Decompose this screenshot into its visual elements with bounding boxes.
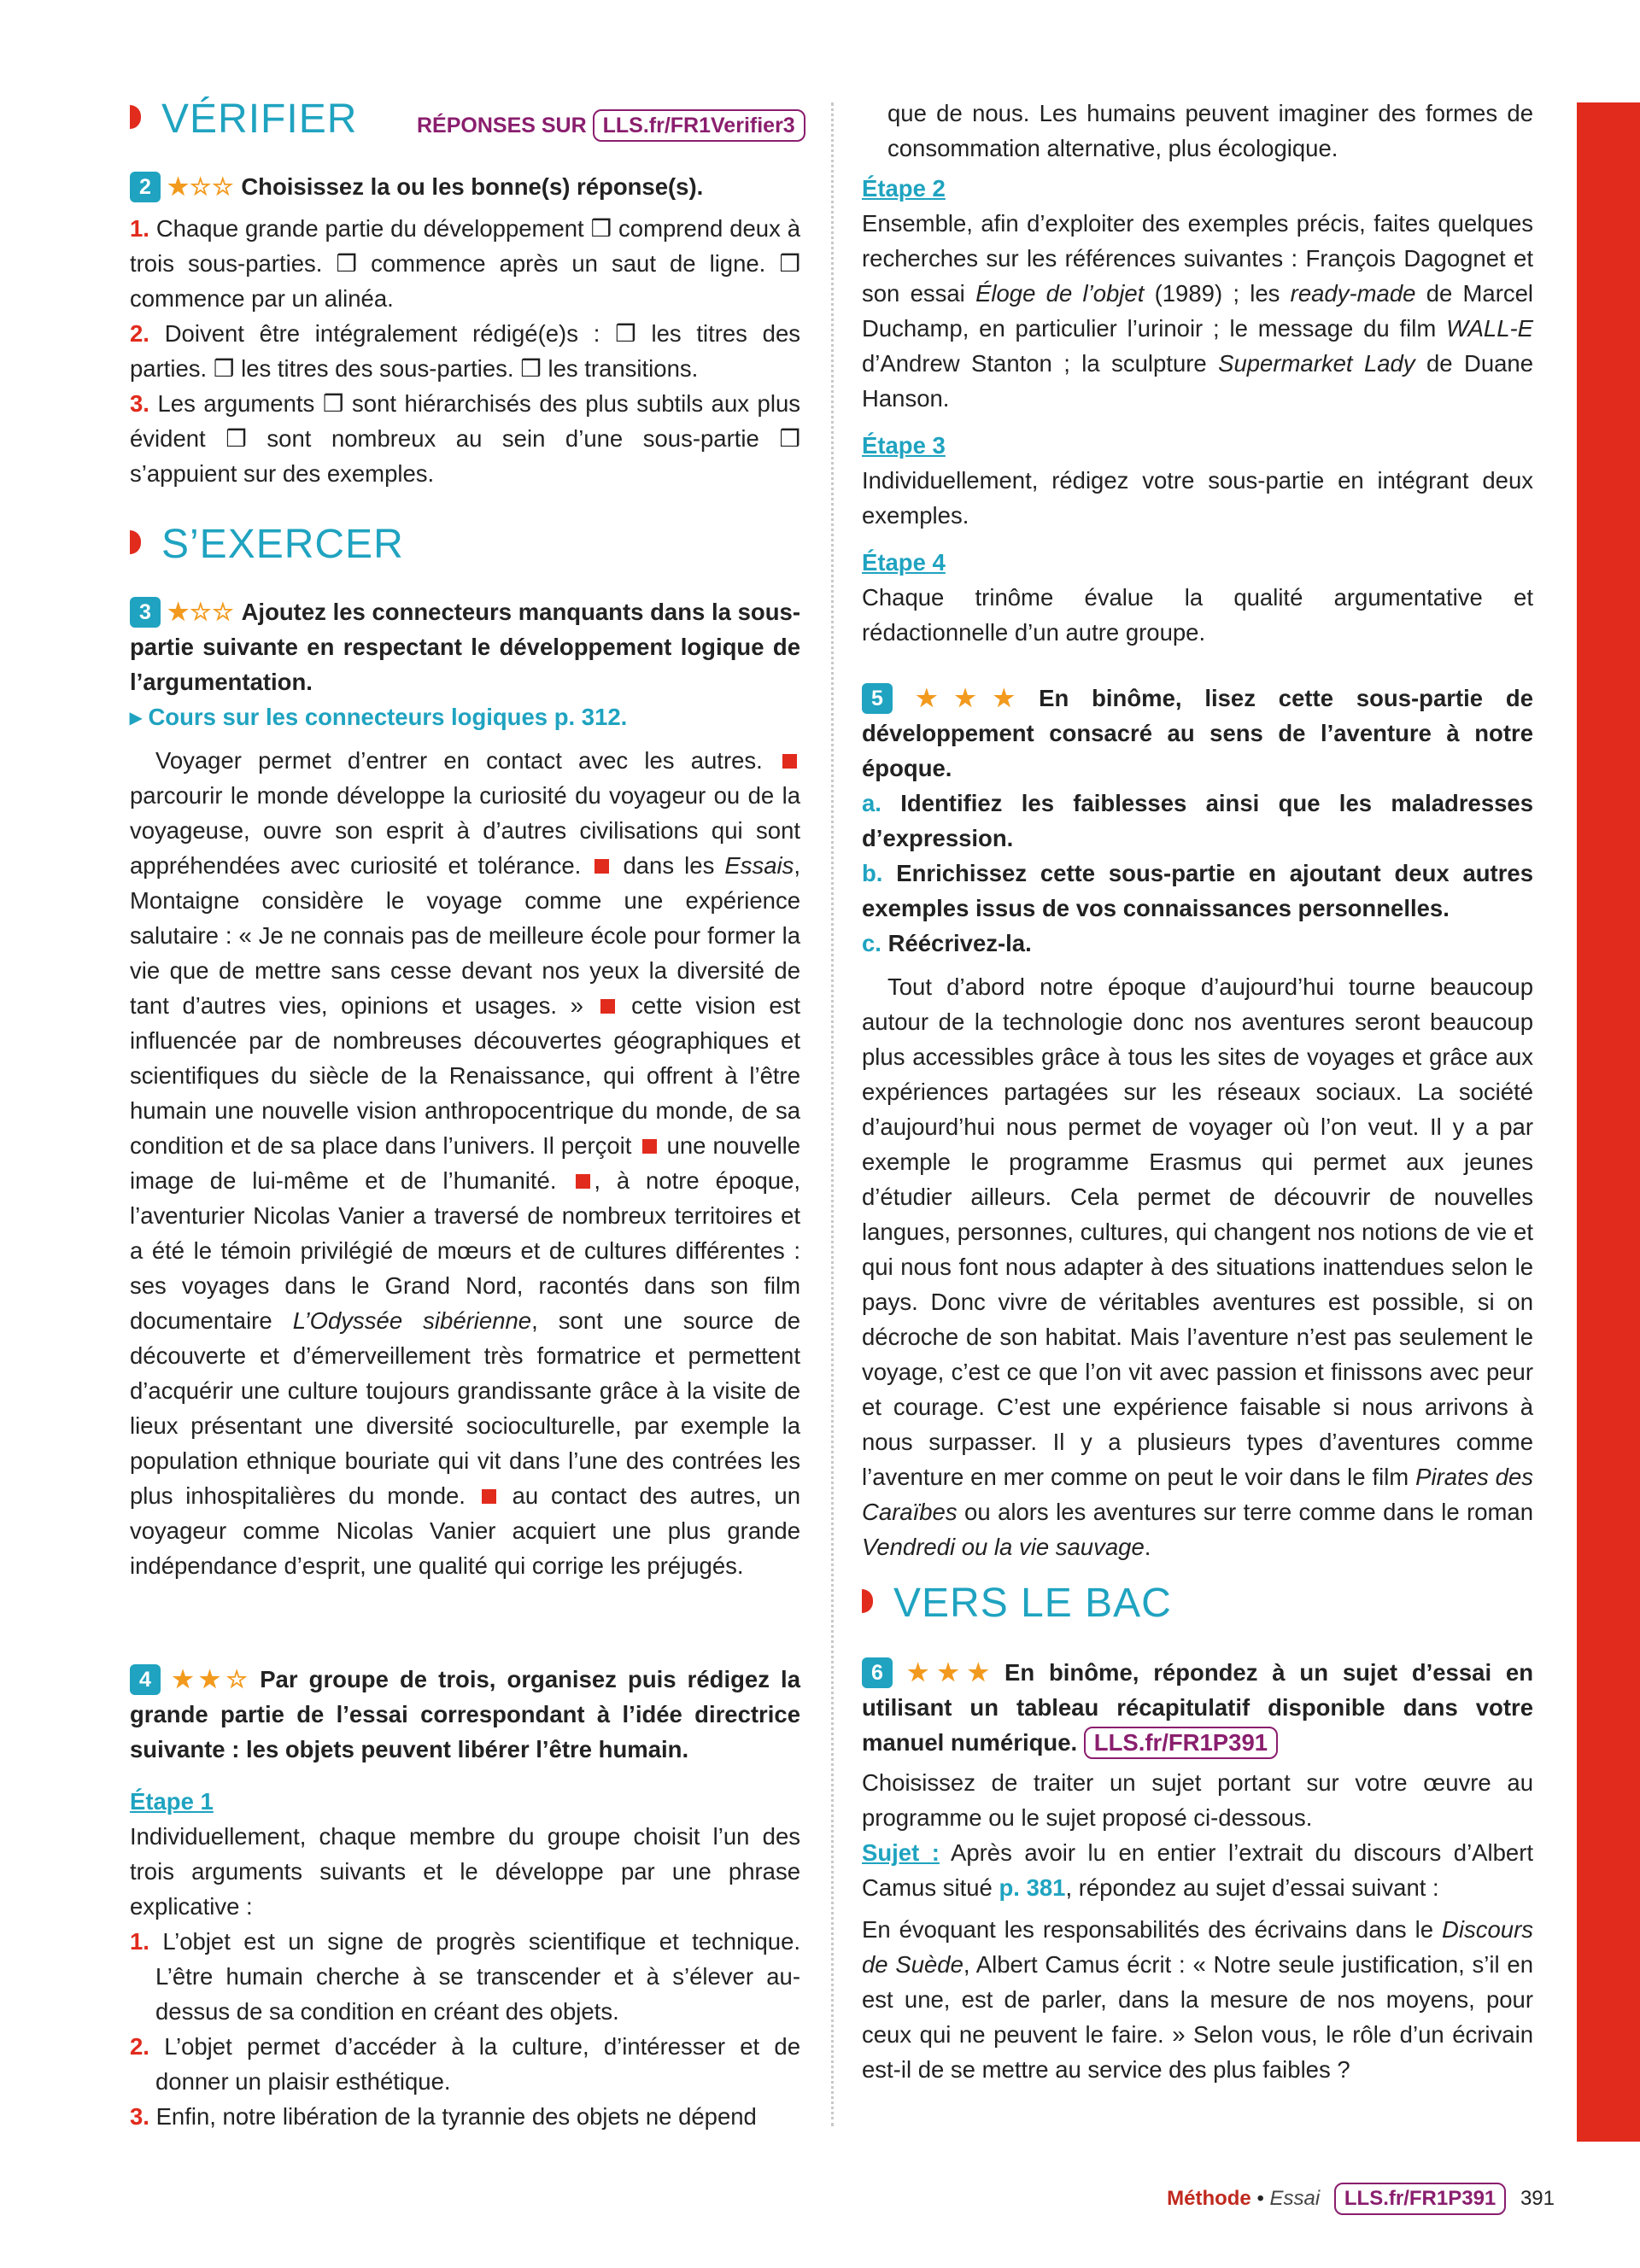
ex2-heading: 2 ★☆☆ Choisissez la ou les bonne(s) réponse(s). (130, 169, 800, 204)
ex5-stars: ★★★ (899, 685, 1033, 711)
ex2-q1: 1. Chaque grande partie du développement ❒ comprend deux à trois sous-parties. ❒ commence après un saut de ligne. ❒ commence par un alinéa. (130, 215, 801, 312)
ex5-number: 5 (862, 683, 893, 714)
ex5-text: Tout d’abord notre époque d’aujourd’hui tourne beaucoup autour de la technologie donc nos aventures seront beaucoup plus accessibles grâce à tous les sites de voyages et grâce aux expériences partagées sur les réseaux sociaux. La société d’aujourd’hui nous permet de voyager où l’on veut. Il y a par exemple le programme Erasmus qui permet aux jeunes d’étudier ailleurs. Cela permet de découvrir de nouvelles langues, personnes, cultures, qui changent nos notions de vie et qui nous font nous adapter à des situations inattendues selon le pays. Donc vivre de véritables aventures est possible, si on décroche de son habitat. Mais l’aventure n’est pas seulement le voyage, c’est ce que l’on vit avec passion et finissons avec peur et courage. C’est une expérience faisable si nous arrivons à nous surpasser. Il y a plusieurs types d’aventures comme l’aventure en mer comme on peut le voir dans le film Pirates des Caraïbes ou alors les aventures sur terre comme dans le roman Vendredi ou la vie sauvage. (862, 973, 1534, 1560)
blank-square (782, 754, 797, 769)
section-verifier-title: VÉRIFIER (130, 96, 357, 143)
left-column-ex4 (130, 1662, 800, 2134)
red-margin-bar (1577, 102, 1640, 2142)
ex6-heading: 6 ★★★ En binôme, répondez à un sujet d’essai en utilisant un tableau récapitulatif disponible dans votre manuel numérique. LLS.fr/FR1P391 (862, 1655, 1533, 1760)
right-column-ex6 (862, 1655, 1533, 2087)
ex3-text: Voyager permet d’entrer en contact avec les autres. parcourir le monde développe la curiosité du voyageur ou de la voyageuse, ouvre son esprit à d’autres civilisations qui sont appréhendées avec curiosité et tolérance. dans les Essais, Montaigne considère le voyage comme une expérience salutaire : « Je ne connais pas de meilleure école pour former la vie que de mettre sans cesse devant nos yeux la diversité de tant d’autres vies, opinions et usages. » cette vision est influencée par de nombreuses découvertes géographiques et scientifiques du siècle de la Renaissance, qui offrent à l’être humain une nouvelle vision anthropocentrique du monde, de sa condition et de sa place dans l’univers. Il perçoit une nouvelle image de lui-même et de l’humanité. , à notre époque, l’aventurier Nicolas Vanier a traversé de nombreux territoires et a été le témoin privilégié de mœurs et de cultures différentes : ses voyages dans le Grand Nord, racontés dans son film documentaire L’Odyssée sibérienne, sont une source de découverte et d’émerveillement très formatrice et permettent d’acquérir une culture toujours grandissante grâce à la visite de lieux présentant une diversité socioculturelle, par exemple la population ethnique bouriate qui vit dans l’une des contrées les plus inhospitalières du monde. au contact des autres, un voyageur comme Nicolas Vanier acquiert une plus grande indépendance d’esprit, une qualité qui corrige les préjugés. (130, 747, 801, 1579)
ex6-stars: ★★★ (899, 1659, 999, 1686)
ex4-arg1: 1. L’objet est un signe de progrès scientifique et technique. L’être humain cherche à se transcender et à s’élever au-dessus de sa condition en créant des objets. (130, 1928, 800, 2025)
ex4-etape1: Étape 1 (130, 1788, 214, 1815)
ex5-c: c. Réécrivez-la. (862, 930, 1032, 956)
ex4-heading: 4 ★★☆ Par groupe de trois, organisez puis rédigez la grande partie de l’essai correspondant à l’idée directrice suivante : les objets peuvent libérer l’être humain. (130, 1666, 800, 1762)
column-divider (831, 102, 834, 2126)
ex4-number: 4 (130, 1664, 161, 1695)
ex2-q2: 2. Doivent être intégralement rédigé(e)s : ❒ les titres des parties. ❒ les titres des sous-parties. ❒ les transitions. (130, 320, 801, 382)
ex3-course-link[interactable]: ▸ Cours sur les connecteurs logiques p. 312. (130, 704, 628, 730)
ex4-etape4-text: Chaque trinôme évalue la qualité argumentative et rédactionnelle d’un autre groupe. (862, 584, 1533, 646)
ex4-etape3: Étape 3 (862, 432, 946, 459)
ex4-arg3: 3. Enfin, notre libération de la tyrannie des objets ne dépend (130, 2103, 757, 2130)
ex6-link[interactable]: LLS.fr/FR1P391 (1084, 1727, 1278, 1759)
blank-square (482, 1489, 496, 1504)
ex4-etape2: Étape 2 (862, 175, 946, 202)
section-vers-le-bac-title: VERS LE BAC (862, 1580, 1172, 1628)
ex4-arg3-continued: que de nous. Les humains peuvent imaginer des formes de consommation alternative, plus écologique. (887, 100, 1533, 161)
ex2-q3: 3. Les arguments ❒ sont hiérarchisés des plus subtils aux plus évident ❒ sont nombreux au sein d’une sous-partie ❒ s’appuient sur des exemples. (130, 390, 801, 487)
blank-square (576, 1174, 590, 1189)
ex5-a: a. Identifiez les faiblesses ainsi que les maladresses d’expression. (862, 790, 1534, 851)
ex2-number: 2 (130, 172, 161, 202)
section-sexercer-title: S’EXERCER (130, 521, 404, 569)
page-number: 391 (1520, 2187, 1555, 2210)
right-column-top (862, 96, 1533, 1564)
blank-square (594, 859, 609, 874)
ex3-number: 3 (130, 597, 161, 628)
ex4-etape4: Étape 4 (862, 549, 946, 576)
blank-square (642, 1139, 657, 1154)
ex6-page-link[interactable]: p. 381 (999, 1874, 1066, 1901)
ex3-stars: ★☆☆ (167, 599, 235, 625)
footer-methode: Méthode (1167, 2187, 1251, 2210)
ex6-number: 6 (862, 1657, 893, 1688)
ex5-b: b. Enrichissez cette sous-partie en ajoutant deux autres exemples issus de vos connaissances personnelles. (862, 860, 1534, 921)
blank-square (600, 999, 615, 1014)
ex5-heading: 5 ★★★ En binôme, lisez cette sous-partie de développement consacré au sens de l’aventure à notre époque. (862, 685, 1534, 781)
ex6-sujet: Sujet : Après avoir lu en entier l’extrait du discours d’Albert Camus situé p. 381, répondez au sujet d’essai suivant : (862, 1839, 1534, 1901)
ex4-etape2-text: Ensemble, afin d’exploiter des exemples précis, faites quelques recherches sur les références suivantes : François Dagognet et son essai Éloge de l’objet (1989) ; les ready-made de Marcel Duchamp, en particulier l’urinoir ; le message du film WALL-E d’Andrew Stanton ; la sculpture Supermarket Lady de Duane Hanson. (862, 210, 1534, 412)
left-column-top (130, 169, 800, 491)
ex6-p2: En évoquant les responsabilités des écrivains dans le Discours de Suède, Albert Camus écrit : « Notre seule justification, s’il en est une, est de parler, dans la mesure de nos moyens, pour ceux qui ne peuvent le faire. » Selon vous, le rôle d’un écrivain est-il de se mettre au service des plus faibles ? (862, 1916, 1534, 2083)
left-column-ex3 (130, 594, 800, 1583)
page-footer: Méthode • Essai LLS.fr/FR1P391 391 (1110, 2182, 1555, 2216)
footer-essai: Essai (1269, 2187, 1321, 2210)
answers-link-group: RÉPONSES SUR LLS.fr/FR1Verifier3 (417, 109, 805, 142)
ex3-heading: 3 ★☆☆ Ajoutez les connecteurs manquants dans la sous-partie suivante en respectant le développement logique de l’argumentation. (130, 599, 800, 695)
ex4-arg2: 2. L’objet permet d’accéder à la culture, d’intéresser et de donner un plaisir esthétique. (130, 2033, 800, 2095)
footer-link[interactable]: LLS.fr/FR1P391 (1334, 2183, 1506, 2215)
ex4-stars: ★★☆ (167, 1666, 254, 1692)
ex6-p1: Choisissez de traiter un sujet portant sur votre œuvre au programme ou le sujet proposé ci-dessous. (862, 1769, 1533, 1831)
answers-link[interactable]: LLS.fr/FR1Verifier3 (593, 109, 805, 142)
ex4-etape3-text: Individuellement, rédigez votre sous-partie en intégrant deux exemples. (862, 467, 1533, 529)
ex2-stars: ★☆☆ (167, 173, 235, 200)
ex4-etape1-text: Individuellement, chaque membre du groupe choisit l’un des trois arguments suivants et le développe par une phrase explicative : (130, 1823, 800, 1920)
